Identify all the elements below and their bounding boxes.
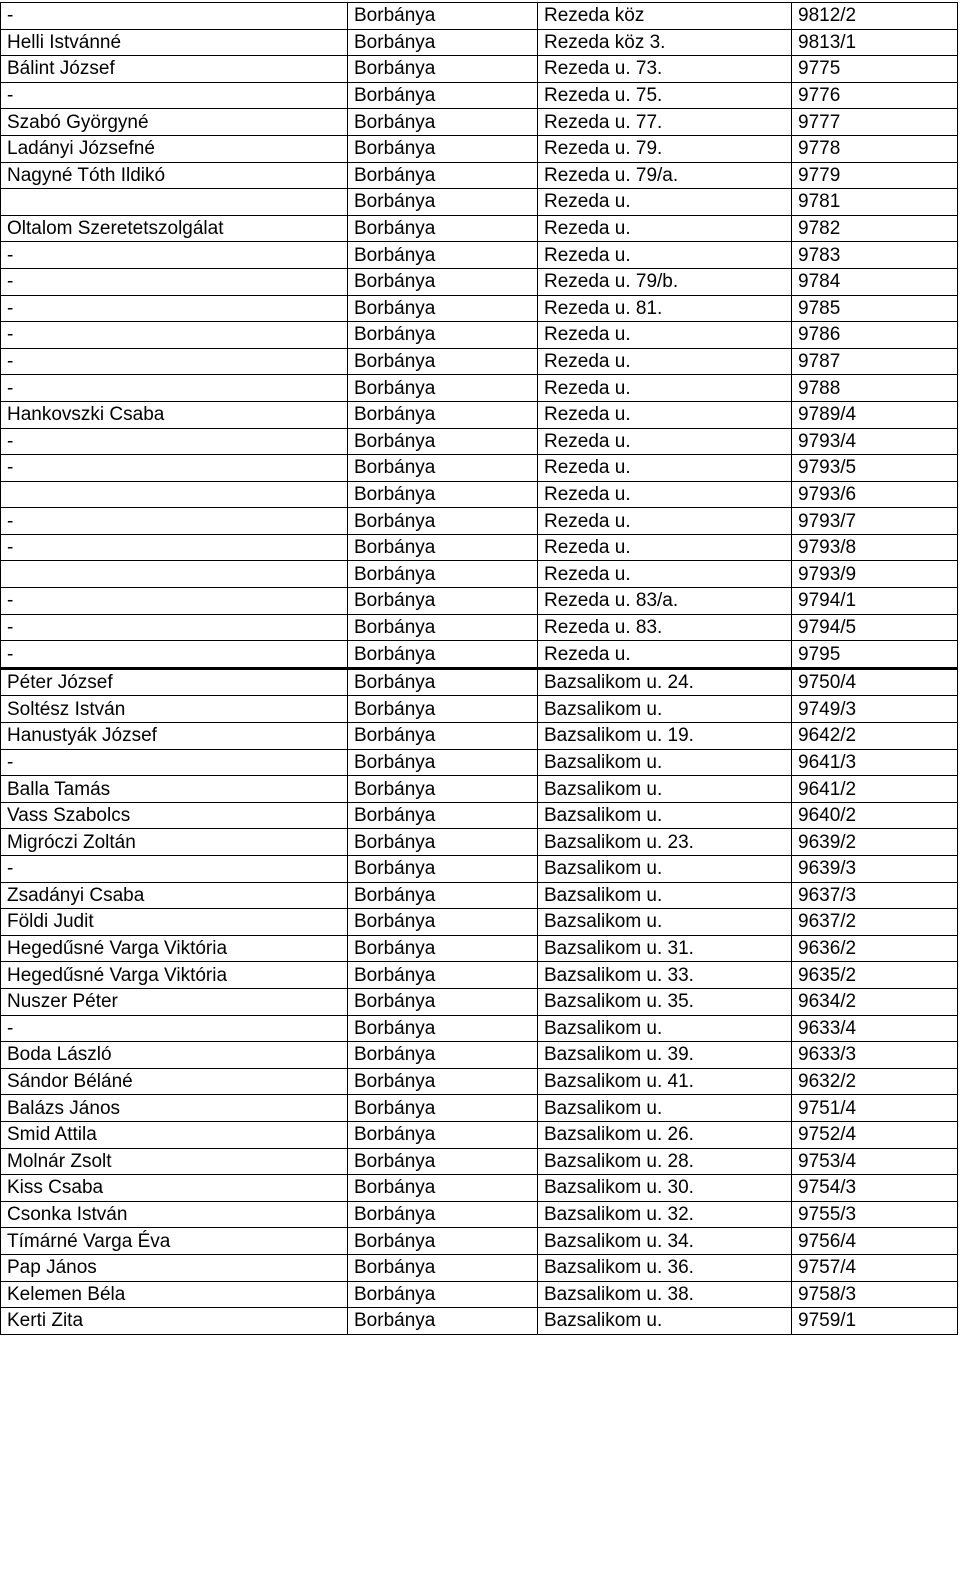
- owner-name-cell: Nagyné Tóth Ildikó: [1, 162, 348, 189]
- owner-name-cell: Boda László: [1, 1042, 348, 1069]
- table-row: [1, 909, 958, 936]
- parcel-number-cell: 9642/2: [792, 723, 958, 750]
- district-cell: Borbánya: [348, 588, 538, 615]
- table-row: [1, 588, 958, 615]
- owner-name-cell: -: [1, 534, 348, 561]
- district-cell: Borbánya: [348, 776, 538, 803]
- parcel-number-cell: 9784: [792, 268, 958, 295]
- district-cell: Borbánya: [348, 1015, 538, 1042]
- address-cell: Bazsalikom u. 31.: [538, 935, 792, 962]
- parcel-number-cell: 9778: [792, 135, 958, 162]
- address-cell: Bazsalikom u. 28.: [538, 1148, 792, 1175]
- address-cell: Bazsalikom u. 26.: [538, 1121, 792, 1148]
- district-cell: Borbánya: [348, 641, 538, 669]
- table-row: [1, 802, 958, 829]
- district-cell: Borbánya: [348, 3, 538, 30]
- owner-name-cell: Kiss Csaba: [1, 1175, 348, 1202]
- district-cell: Borbánya: [348, 696, 538, 723]
- owner-name-cell: Sándor Béláné: [1, 1068, 348, 1095]
- address-cell: Rezeda u. 77.: [538, 109, 792, 136]
- district-cell: Borbánya: [348, 375, 538, 402]
- address-cell: Rezeda u.: [538, 561, 792, 588]
- district-cell: Borbánya: [348, 109, 538, 136]
- owner-name-cell: -: [1, 242, 348, 269]
- table-row: [1, 962, 958, 989]
- owner-name-cell: -: [1, 749, 348, 776]
- parcel-number-cell: 9759/1: [792, 1308, 958, 1335]
- owner-name-cell: Hanustyák József: [1, 723, 348, 750]
- table-row: [1, 749, 958, 776]
- address-cell: Bazsalikom u. 34.: [538, 1228, 792, 1255]
- district-cell: Borbánya: [348, 1095, 538, 1122]
- table-row: [1, 1228, 958, 1255]
- table-row: [1, 455, 958, 482]
- district-cell: Borbánya: [348, 534, 538, 561]
- table-row: [1, 829, 958, 856]
- owner-name-cell: -: [1, 428, 348, 455]
- parcel-number-cell: 9753/4: [792, 1148, 958, 1175]
- address-cell: Rezeda u. 83/a.: [538, 588, 792, 615]
- address-cell: Rezeda u. 75.: [538, 82, 792, 109]
- parcel-number-cell: 9633/3: [792, 1042, 958, 1069]
- address-cell: Rezeda u.: [538, 348, 792, 375]
- parcel-number-cell: 9793/4: [792, 428, 958, 455]
- owner-name-cell: Oltalom Szeretetszolgálat: [1, 215, 348, 242]
- owner-name-cell: -: [1, 322, 348, 349]
- district-cell: Borbánya: [348, 162, 538, 189]
- district-cell: Borbánya: [348, 455, 538, 482]
- table-row: [1, 935, 958, 962]
- parcel-number-cell: 9781: [792, 189, 958, 216]
- address-cell: Bazsalikom u. 33.: [538, 962, 792, 989]
- address-cell: Rezeda u. 79.: [538, 135, 792, 162]
- table-row: [1, 668, 958, 696]
- address-cell: Bazsalikom u. 19.: [538, 723, 792, 750]
- parcel-number-cell: 9782: [792, 215, 958, 242]
- owner-name-cell: -: [1, 268, 348, 295]
- district-cell: Borbánya: [348, 749, 538, 776]
- district-cell: Borbánya: [348, 56, 538, 83]
- owner-name-cell: Földi Judit: [1, 909, 348, 936]
- parcel-number-cell: 9783: [792, 242, 958, 269]
- district-cell: Borbánya: [348, 82, 538, 109]
- district-cell: Borbánya: [348, 723, 538, 750]
- table-row: [1, 56, 958, 83]
- owner-name-cell: Csonka István: [1, 1201, 348, 1228]
- address-cell: Bazsalikom u.: [538, 802, 792, 829]
- address-cell: Rezeda u. 79/a.: [538, 162, 792, 189]
- table-row: [1, 988, 958, 1015]
- parcel-number-cell: 9750/4: [792, 668, 958, 696]
- table-row: [1, 856, 958, 883]
- owner-name-cell: Pap János: [1, 1254, 348, 1281]
- parcel-number-cell: 9775: [792, 56, 958, 83]
- table-row: [1, 135, 958, 162]
- parcel-number-cell: 9751/4: [792, 1095, 958, 1122]
- district-cell: Borbánya: [348, 189, 538, 216]
- table-row: [1, 3, 958, 30]
- district-cell: Borbánya: [348, 268, 538, 295]
- address-cell: Rezeda u. 81.: [538, 295, 792, 322]
- address-cell: Bazsalikom u. 41.: [538, 1068, 792, 1095]
- table-row: [1, 348, 958, 375]
- address-cell: Bazsalikom u.: [538, 1308, 792, 1335]
- district-cell: Borbánya: [348, 909, 538, 936]
- owner-name-cell: Smid Attila: [1, 1121, 348, 1148]
- owner-name-cell: Nuszer Péter: [1, 988, 348, 1015]
- table-row: [1, 1042, 958, 1069]
- table-row: [1, 295, 958, 322]
- owner-name-cell: Kelemen Béla: [1, 1281, 348, 1308]
- address-cell: Rezeda u.: [538, 641, 792, 669]
- table-row: [1, 109, 958, 136]
- address-cell: Rezeda u.: [538, 455, 792, 482]
- address-cell: Rezeda u. 79/b.: [538, 268, 792, 295]
- table-row: [1, 723, 958, 750]
- owner-name-cell: Péter József: [1, 668, 348, 696]
- address-cell: Bazsalikom u.: [538, 749, 792, 776]
- district-cell: Borbánya: [348, 882, 538, 909]
- parcel-number-cell: 9635/2: [792, 962, 958, 989]
- table-row: [1, 776, 958, 803]
- district-cell: Borbánya: [348, 135, 538, 162]
- district-cell: Borbánya: [348, 1201, 538, 1228]
- address-cell: Bazsalikom u. 24.: [538, 668, 792, 696]
- district-cell: Borbánya: [348, 668, 538, 696]
- table-row: [1, 534, 958, 561]
- parcel-number-cell: 9793/8: [792, 534, 958, 561]
- owner-name-cell: [1, 189, 348, 216]
- address-cell: Bazsalikom u. 32.: [538, 1201, 792, 1228]
- parcel-number-cell: 9749/3: [792, 696, 958, 723]
- owner-name-cell: Tímárné Varga Éva: [1, 1228, 348, 1255]
- owner-name-cell: -: [1, 614, 348, 641]
- address-cell: Bazsalikom u.: [538, 1095, 792, 1122]
- owner-name-cell: [1, 561, 348, 588]
- owner-name-cell: Helli Istvánné: [1, 29, 348, 56]
- parcel-number-cell: 9640/2: [792, 802, 958, 829]
- district-cell: Borbánya: [348, 988, 538, 1015]
- table-row: [1, 1015, 958, 1042]
- table-row: [1, 322, 958, 349]
- parcel-number-cell: 9755/3: [792, 1201, 958, 1228]
- owner-name-cell: Kerti Zita: [1, 1308, 348, 1335]
- district-cell: Borbánya: [348, 1281, 538, 1308]
- parcel-number-cell: 9788: [792, 375, 958, 402]
- property-owner-table: [0, 2, 958, 1335]
- district-cell: Borbánya: [348, 215, 538, 242]
- district-cell: Borbánya: [348, 242, 538, 269]
- district-cell: Borbánya: [348, 295, 538, 322]
- table-row: [1, 82, 958, 109]
- table-row: [1, 882, 958, 909]
- parcel-number-cell: 9637/3: [792, 882, 958, 909]
- parcel-number-cell: 9636/2: [792, 935, 958, 962]
- address-cell: Rezeda u.: [538, 534, 792, 561]
- address-cell: Rezeda u.: [538, 322, 792, 349]
- district-cell: Borbánya: [348, 1308, 538, 1335]
- parcel-number-cell: 9777: [792, 109, 958, 136]
- table-row: [1, 1095, 958, 1122]
- owner-name-cell: Migróczi Zoltán: [1, 829, 348, 856]
- district-cell: Borbánya: [348, 1068, 538, 1095]
- district-cell: Borbánya: [348, 561, 538, 588]
- parcel-number-cell: 9787: [792, 348, 958, 375]
- table-row: [1, 1281, 958, 1308]
- table-row: [1, 242, 958, 269]
- parcel-number-cell: 9756/4: [792, 1228, 958, 1255]
- table-row: [1, 508, 958, 535]
- parcel-number-cell: 9786: [792, 322, 958, 349]
- address-cell: Rezeda köz 3.: [538, 29, 792, 56]
- owner-name-cell: [1, 481, 348, 508]
- parcel-number-cell: 9758/3: [792, 1281, 958, 1308]
- district-cell: Borbánya: [348, 614, 538, 641]
- owner-name-cell: Szabó Györgyné: [1, 109, 348, 136]
- table-row: [1, 189, 958, 216]
- district-cell: Borbánya: [348, 1228, 538, 1255]
- table-row: [1, 1121, 958, 1148]
- district-cell: Borbánya: [348, 348, 538, 375]
- parcel-number-cell: 9789/4: [792, 401, 958, 428]
- table-row: [1, 1254, 958, 1281]
- address-cell: Rezeda u.: [538, 481, 792, 508]
- owner-name-cell: Soltész István: [1, 696, 348, 723]
- table-row: [1, 215, 958, 242]
- owner-name-cell: -: [1, 1015, 348, 1042]
- table-row: [1, 614, 958, 641]
- table-row: [1, 29, 958, 56]
- address-cell: Bazsalikom u.: [538, 882, 792, 909]
- parcel-number-cell: 9794/5: [792, 614, 958, 641]
- table-row: [1, 375, 958, 402]
- district-cell: Borbánya: [348, 935, 538, 962]
- address-cell: Rezeda u.: [538, 401, 792, 428]
- owner-name-cell: -: [1, 82, 348, 109]
- district-cell: Borbánya: [348, 1175, 538, 1202]
- owner-name-cell: Hegedűsné Varga Viktória: [1, 962, 348, 989]
- table-row: [1, 481, 958, 508]
- owner-name-cell: -: [1, 3, 348, 30]
- parcel-number-cell: 9641/3: [792, 749, 958, 776]
- owner-name-cell: Hankovszki Csaba: [1, 401, 348, 428]
- district-cell: Borbánya: [348, 1254, 538, 1281]
- table-row: [1, 1175, 958, 1202]
- table-row: [1, 561, 958, 588]
- owner-name-cell: -: [1, 295, 348, 322]
- district-cell: Borbánya: [348, 1121, 538, 1148]
- address-cell: Rezeda u. 83.: [538, 614, 792, 641]
- parcel-number-cell: 9634/2: [792, 988, 958, 1015]
- parcel-number-cell: 9779: [792, 162, 958, 189]
- address-cell: Bazsalikom u. 39.: [538, 1042, 792, 1069]
- table-row: [1, 1148, 958, 1175]
- address-cell: Rezeda u.: [538, 375, 792, 402]
- parcel-number-cell: 9637/2: [792, 909, 958, 936]
- parcel-number-cell: 9754/3: [792, 1175, 958, 1202]
- parcel-number-cell: 9813/1: [792, 29, 958, 56]
- parcel-number-cell: 9793/9: [792, 561, 958, 588]
- owner-name-cell: Zsadányi Csaba: [1, 882, 348, 909]
- owner-name-cell: Vass Szabolcs: [1, 802, 348, 829]
- parcel-number-cell: 9793/6: [792, 481, 958, 508]
- owner-name-cell: -: [1, 641, 348, 669]
- owner-name-cell: -: [1, 856, 348, 883]
- address-cell: Bazsalikom u. 23.: [538, 829, 792, 856]
- address-cell: Bazsalikom u. 30.: [538, 1175, 792, 1202]
- district-cell: Borbánya: [348, 401, 538, 428]
- address-cell: Rezeda u.: [538, 215, 792, 242]
- parcel-number-cell: 9812/2: [792, 3, 958, 30]
- address-cell: Bazsalikom u.: [538, 856, 792, 883]
- owner-name-cell: Ladányi Józsefné: [1, 135, 348, 162]
- parcel-number-cell: 9632/2: [792, 1068, 958, 1095]
- owner-name-cell: -: [1, 455, 348, 482]
- parcel-number-cell: 9793/5: [792, 455, 958, 482]
- owner-name-cell: Molnár Zsolt: [1, 1148, 348, 1175]
- district-cell: Borbánya: [348, 829, 538, 856]
- table-body: [1, 3, 958, 1335]
- table-row: [1, 696, 958, 723]
- parcel-number-cell: 9795: [792, 641, 958, 669]
- district-cell: Borbánya: [348, 508, 538, 535]
- district-cell: Borbánya: [348, 962, 538, 989]
- address-cell: Rezeda u.: [538, 508, 792, 535]
- district-cell: Borbánya: [348, 29, 538, 56]
- owner-name-cell: -: [1, 508, 348, 535]
- parcel-number-cell: 9641/2: [792, 776, 958, 803]
- district-cell: Borbánya: [348, 856, 538, 883]
- owner-name-cell: -: [1, 375, 348, 402]
- parcel-number-cell: 9793/7: [792, 508, 958, 535]
- address-cell: Rezeda u.: [538, 189, 792, 216]
- table-row: [1, 1308, 958, 1335]
- table-row: [1, 162, 958, 189]
- owner-name-cell: -: [1, 588, 348, 615]
- address-cell: Rezeda u. 73.: [538, 56, 792, 83]
- district-cell: Borbánya: [348, 1148, 538, 1175]
- address-cell: Rezeda u.: [538, 242, 792, 269]
- district-cell: Borbánya: [348, 481, 538, 508]
- district-cell: Borbánya: [348, 322, 538, 349]
- owner-name-cell: Hegedűsné Varga Viktória: [1, 935, 348, 962]
- address-cell: Rezeda köz: [538, 3, 792, 30]
- owner-name-cell: Bálint József: [1, 56, 348, 83]
- table-row: [1, 641, 958, 669]
- parcel-number-cell: 9785: [792, 295, 958, 322]
- parcel-number-cell: 9639/3: [792, 856, 958, 883]
- address-cell: Bazsalikom u. 38.: [538, 1281, 792, 1308]
- table-row: [1, 401, 958, 428]
- owner-name-cell: -: [1, 348, 348, 375]
- parcel-number-cell: 9776: [792, 82, 958, 109]
- owner-name-cell: Balla Tamás: [1, 776, 348, 803]
- parcel-number-cell: 9752/4: [792, 1121, 958, 1148]
- table-row: [1, 428, 958, 455]
- address-cell: Rezeda u.: [538, 428, 792, 455]
- address-cell: Bazsalikom u.: [538, 696, 792, 723]
- parcel-number-cell: 9633/4: [792, 1015, 958, 1042]
- district-cell: Borbánya: [348, 428, 538, 455]
- district-cell: Borbánya: [348, 802, 538, 829]
- parcel-number-cell: 9794/1: [792, 588, 958, 615]
- owner-name-cell: Balázs János: [1, 1095, 348, 1122]
- district-cell: Borbánya: [348, 1042, 538, 1069]
- address-cell: Bazsalikom u.: [538, 909, 792, 936]
- address-cell: Bazsalikom u. 35.: [538, 988, 792, 1015]
- address-cell: Bazsalikom u. 36.: [538, 1254, 792, 1281]
- table-row: [1, 1201, 958, 1228]
- table-row: [1, 1068, 958, 1095]
- parcel-number-cell: 9757/4: [792, 1254, 958, 1281]
- table-row: [1, 268, 958, 295]
- address-cell: Bazsalikom u.: [538, 776, 792, 803]
- parcel-number-cell: 9639/2: [792, 829, 958, 856]
- address-cell: Bazsalikom u.: [538, 1015, 792, 1042]
